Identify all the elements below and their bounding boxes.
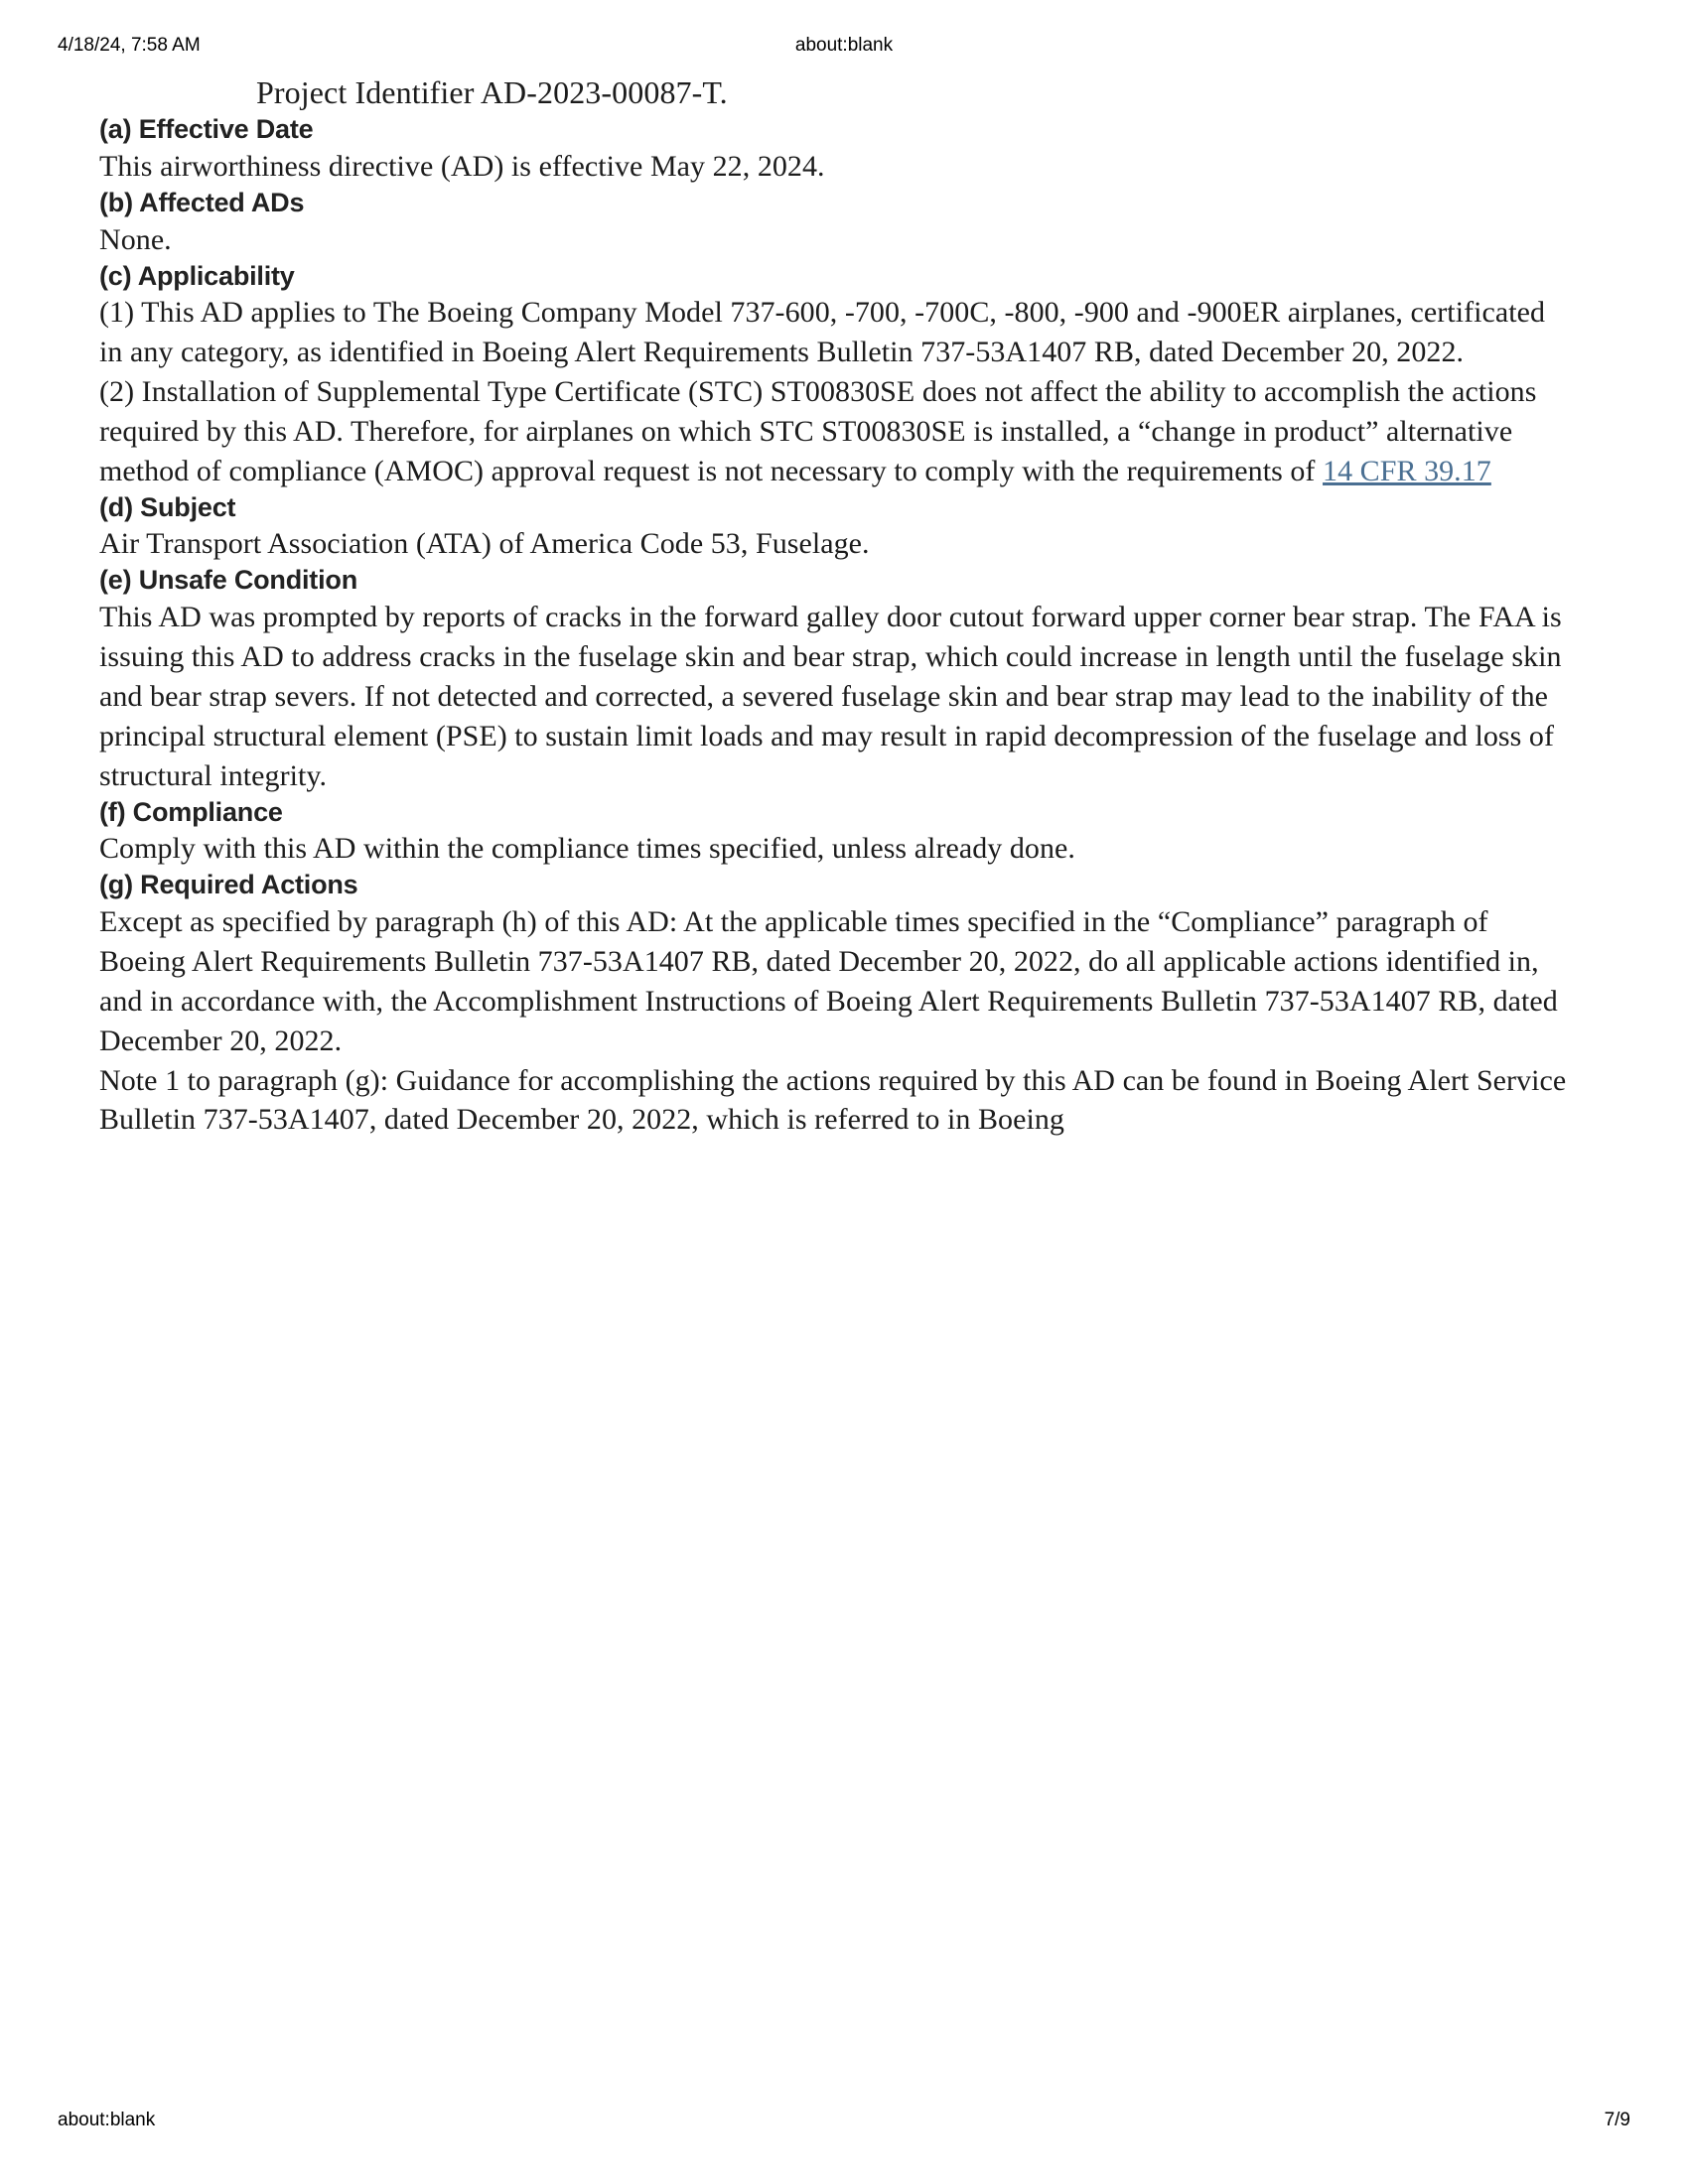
cfr-39-17-link[interactable]: 14 CFR 39.17 [1323,454,1491,487]
print-header [0,34,1688,58]
section-d-paragraph-1: Air Transport Association (ATA) of America Code 53, Fuselage. [99,527,870,561]
section-heading-a: (a) Effective Date [99,114,314,145]
section-c-paragraph-1: (1) This AD applies to The Boeing Company Model 737-600, -700, -700C, -800, -900 and -900ER airplanes, certificated in any category, as identified in Boeing Alert Requirements Bulletin 737-53A1407 RB, dated December 20, 2022. [99,296,1546,369]
section-g [99,869,1569,1140]
section-c-paragraph-2 [99,372,1569,491]
section-c [99,260,1569,491]
section-f [99,796,1569,870]
section-c-paragraph-2-text: (2) Installation of Supplemental Type Certificate (STC) ST00830SE does not affect the ability to accomplish the actions required by this AD. Therefore, for airplanes on which STC ST00830SE is installed, a “change in product” alternative method of compliance (AMOC) approval request is not necessary to comply with the requirements of [99,375,1537,487]
section-heading-f: (f) Compliance [99,796,283,827]
print-header-timestamp: 4/18/24, 7:58 AM [58,35,201,56]
section-e-paragraph-1: This AD was prompted by reports of cracks in the forward galley door cutout forward upper corner bear strap. The FAA is issuing this AD to address cracks in the fuselage skin and bear strap, which could increase in length until the fuselage skin and bear strap severs. If not detected and corrected, a severed fuselage skin and bear strap may lead to the inability of the principal structural element (PSE) to sustain limit loads and may result in rapid decompression of the fuselage and loss of structural integrity. [99,601,1562,792]
document-title: Project Identifier AD-2023-00087-T. [256,74,728,110]
print-footer-url: about:blank [58,2110,156,2130]
section-heading-b: (b) Affected ADs [99,187,305,217]
section-a-paragraph-1: This airworthiness directive (AD) is effective May 22, 2024. [99,149,825,183]
section-heading-c: (c) Applicability [99,260,295,291]
section-heading-e: (e) Unsafe Condition [99,565,357,596]
print-footer [0,2109,1688,2132]
section-b [99,187,1569,260]
section-a [99,113,1569,187]
section-g-note-1: Note 1 to paragraph (g): Guidance for accomplishing the actions required by this AD can be found in Boeing Alert Service Bulletin 737-53A1407, dated December 20, 2022, which is referred to in Boeing [99,1063,1567,1137]
section-b-paragraph-1: None. [99,222,172,256]
section-heading-g: (g) Required Actions [99,870,358,900]
section-g-paragraph-1: Except as specified by paragraph (h) of this AD: At the applicable times specified in the “Compliance” paragraph of Boeing Alert Requirements Bulletin 737-53A1407 RB, dated December 20, 2022, do all applicable actions identified in, and in accordance with, the Accomplishment Instructions of Boeing Alert Requirements Bulletin 737-53A1407 RB, dated December 20, 2022. [99,904,1558,1057]
print-footer-page-number: 7/9 [1604,2110,1630,2130]
print-header-url: about:blank [794,35,894,56]
section-d [99,491,1569,565]
section-e [99,564,1569,795]
section-f-paragraph-1: Comply with this AD within the compliance times specified, unless already done. [99,832,1075,866]
section-heading-d: (d) Subject [99,491,236,522]
document-body [99,71,1569,1140]
